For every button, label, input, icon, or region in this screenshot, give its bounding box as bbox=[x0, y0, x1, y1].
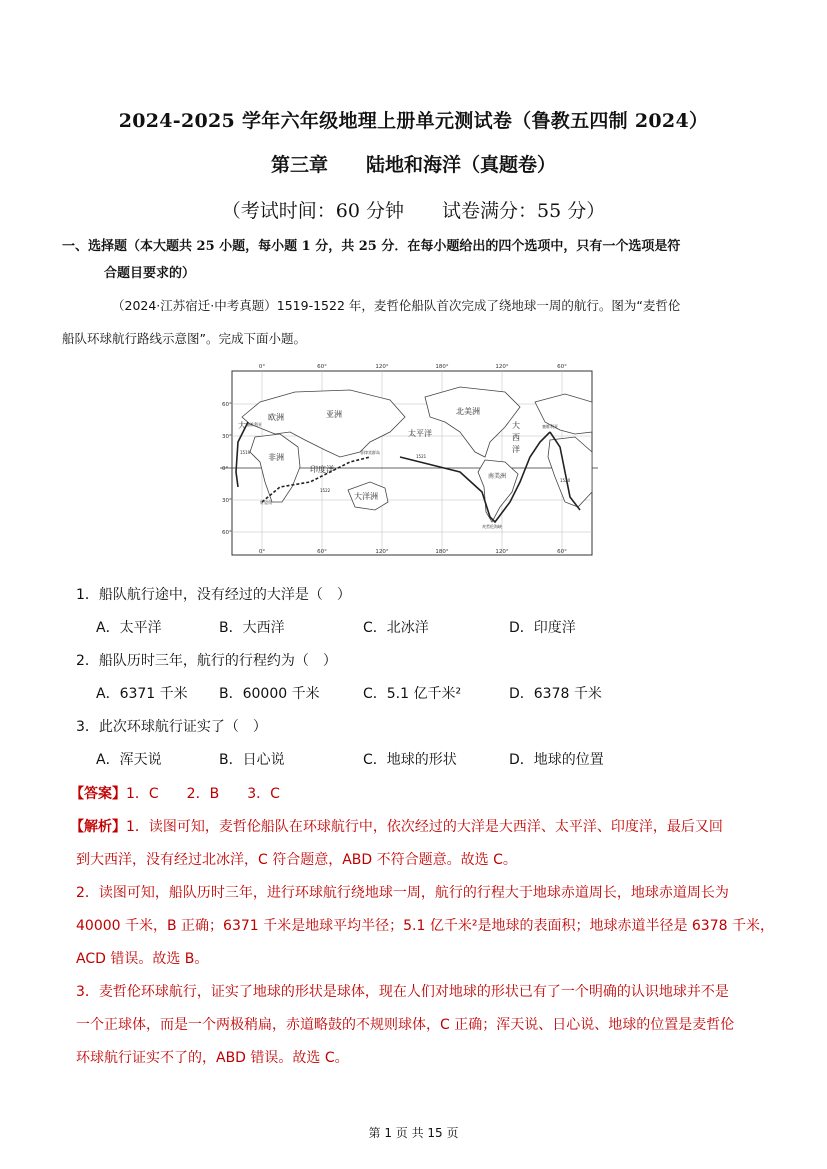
lat-tick: 0° bbox=[222, 466, 229, 472]
bottom-tick: 180° bbox=[435, 549, 449, 555]
question-3-option-c: C．地球的形状 bbox=[363, 752, 457, 768]
label-seville-right: 塞维利亚 bbox=[542, 424, 558, 429]
exam-info: （考试时间：60 分钟 试卷满分：55 分） bbox=[221, 200, 606, 222]
label-south-america: 南美洲 bbox=[488, 473, 507, 480]
answer-line bbox=[70, 783, 280, 803]
label-seville-left: 塞维利亚 bbox=[246, 422, 262, 427]
top-tick: 120° bbox=[375, 364, 389, 370]
section-line-1: 一、选择题（本大题共 25 小题，每小题 1 分，共 25 分．在每小题给出的四个选项中，只有一个选项是符 bbox=[62, 239, 681, 254]
analysis-label: 【解析】 bbox=[70, 819, 126, 835]
question-2-option-d: D．6378 千米 bbox=[509, 686, 602, 702]
analysis-p1-l2: 到大西洋，没有经过北冰洋，C 符合题意，ABD 不符合题意。故选 C。 bbox=[76, 852, 517, 868]
question-2-option-b: B．60000 千米 bbox=[219, 686, 320, 702]
section-heading bbox=[62, 233, 762, 287]
analysis-p3-l3: 环球航行证实不了的，ABD 错误。故选 C。 bbox=[76, 1050, 349, 1066]
label-1521: 1521 bbox=[416, 454, 427, 459]
label-philippines: 菲律宾群岛 bbox=[360, 450, 380, 455]
label-oceania: 大洋洲 bbox=[354, 492, 378, 501]
analysis-p1-l1-text: 1．读图可知，麦哲伦船队在环球航行中，依次经过的大洋是大西洋、太平洋、印度洋，最后又回 bbox=[126, 819, 723, 835]
top-tick: 0° bbox=[258, 364, 266, 370]
top-tick: 120° bbox=[495, 364, 509, 370]
analysis-p3-l2: 一个正球体，而是一个两极稍扁，赤道略鼓的不规则球体，C 正确；浑天说、日心说、地球的位置是麦哲伦 bbox=[76, 1017, 735, 1033]
page-footer: 第 1 页 共 15 页 bbox=[368, 1126, 459, 1140]
bottom-tick: 60° bbox=[317, 549, 327, 555]
chapter-title: 第三章 陆地和海洋（真题卷） bbox=[270, 154, 556, 176]
label-strait: 麦哲伦海峡 bbox=[482, 524, 502, 529]
question-3-stem: 3．此次环球航行证实了（ ） bbox=[76, 719, 267, 735]
label-atlantic-right-1: 大 bbox=[512, 421, 520, 430]
answer-text: 1．C 2．B 3．C bbox=[126, 786, 280, 802]
question-3-option-d: D．地球的位置 bbox=[509, 752, 604, 768]
label-pacific: 太平洋 bbox=[408, 429, 432, 438]
question-3-option-b: B．日心说 bbox=[219, 752, 285, 768]
question-1-option-a: A．太平洋 bbox=[96, 620, 162, 636]
label-asia: 亚洲 bbox=[326, 410, 342, 419]
analysis-p3-l1: 3．麦哲伦环球航行，证实了地球的形状是球体，现在人们对地球的形状已有了一个明确的认识地球并不是 bbox=[76, 984, 729, 1000]
analysis-p2-l2: 40000 千米，B 正确；6371 千米是地球平均半径；5.1 亿千米²是地球的表面积；地球赤道半径是 6378 千米， bbox=[76, 918, 774, 934]
page-title: 2024-2025 学年六年级地理上册单元测试卷（鲁教五四制 2024） bbox=[118, 110, 709, 132]
bottom-tick: 60° bbox=[557, 549, 567, 555]
label-europe: 欧洲 bbox=[268, 413, 284, 422]
label-indian: 印度洋 bbox=[310, 465, 334, 474]
question-1-option-b: B．大西洋 bbox=[219, 620, 285, 636]
lat-tick: 30° bbox=[222, 498, 232, 504]
question-3-option-a: A．浑天说 bbox=[96, 752, 162, 768]
magellan-route-map bbox=[220, 362, 598, 558]
question-1-option-c: C．北冰洋 bbox=[363, 620, 429, 636]
answer-label: 【答案】 bbox=[70, 786, 126, 802]
bottom-tick: 120° bbox=[495, 549, 509, 555]
label-cape: 好望角 bbox=[260, 500, 272, 505]
bottom-tick: 0° bbox=[258, 549, 266, 555]
lat-tick: 60° bbox=[222, 530, 232, 536]
lat-tick: 30° bbox=[222, 434, 232, 440]
label-1519: 1519 bbox=[240, 450, 251, 455]
question-2-option-a: A．6371 千米 bbox=[96, 686, 188, 702]
analysis-p2-l3: ACD 错误。故选 B。 bbox=[76, 951, 209, 967]
analysis-p2-l1: 2．读图可知，船队历时三年，进行环球航行绕地球一周，航行的行程大于地球赤道周长，地球赤道周长为 bbox=[76, 885, 729, 901]
label-atlantic-left: 大 bbox=[238, 421, 246, 430]
question-1-option-d: D．印度洋 bbox=[509, 620, 576, 636]
label-1520: 1520 bbox=[560, 478, 571, 483]
label-north-america: 北美洲 bbox=[456, 407, 480, 416]
intro-line-1: （2024·江苏宿迁·中考真题）1519-1522 年，麦哲伦船队首次完成了绕地球一周的航行。图为“麦哲伦 bbox=[112, 298, 681, 313]
label-africa: 非洲 bbox=[268, 453, 284, 462]
intro-line-2: 船队环球航行路线示意图”。完成下面小题。 bbox=[62, 331, 306, 346]
question-2-option-c: C．5.1 亿千米² bbox=[363, 686, 462, 702]
top-tick: 180° bbox=[435, 364, 449, 370]
question-1-stem: 1．船队航行途中，没有经过的大洋是（ ） bbox=[76, 587, 351, 603]
label-1522: 1522 bbox=[320, 488, 331, 493]
label-atlantic-right-3: 洋 bbox=[512, 445, 520, 454]
analysis-p1-l1 bbox=[70, 816, 723, 836]
lat-tick: 60° bbox=[222, 402, 232, 408]
section-line-2: 合题目要求的） bbox=[104, 266, 196, 281]
top-tick: 60° bbox=[557, 364, 567, 370]
label-atlantic-right-2: 西 bbox=[512, 433, 520, 442]
bottom-tick: 120° bbox=[375, 549, 389, 555]
top-tick: 60° bbox=[317, 364, 327, 370]
question-2-stem: 2．船队历时三年，航行的行程约为（ ） bbox=[76, 653, 337, 669]
